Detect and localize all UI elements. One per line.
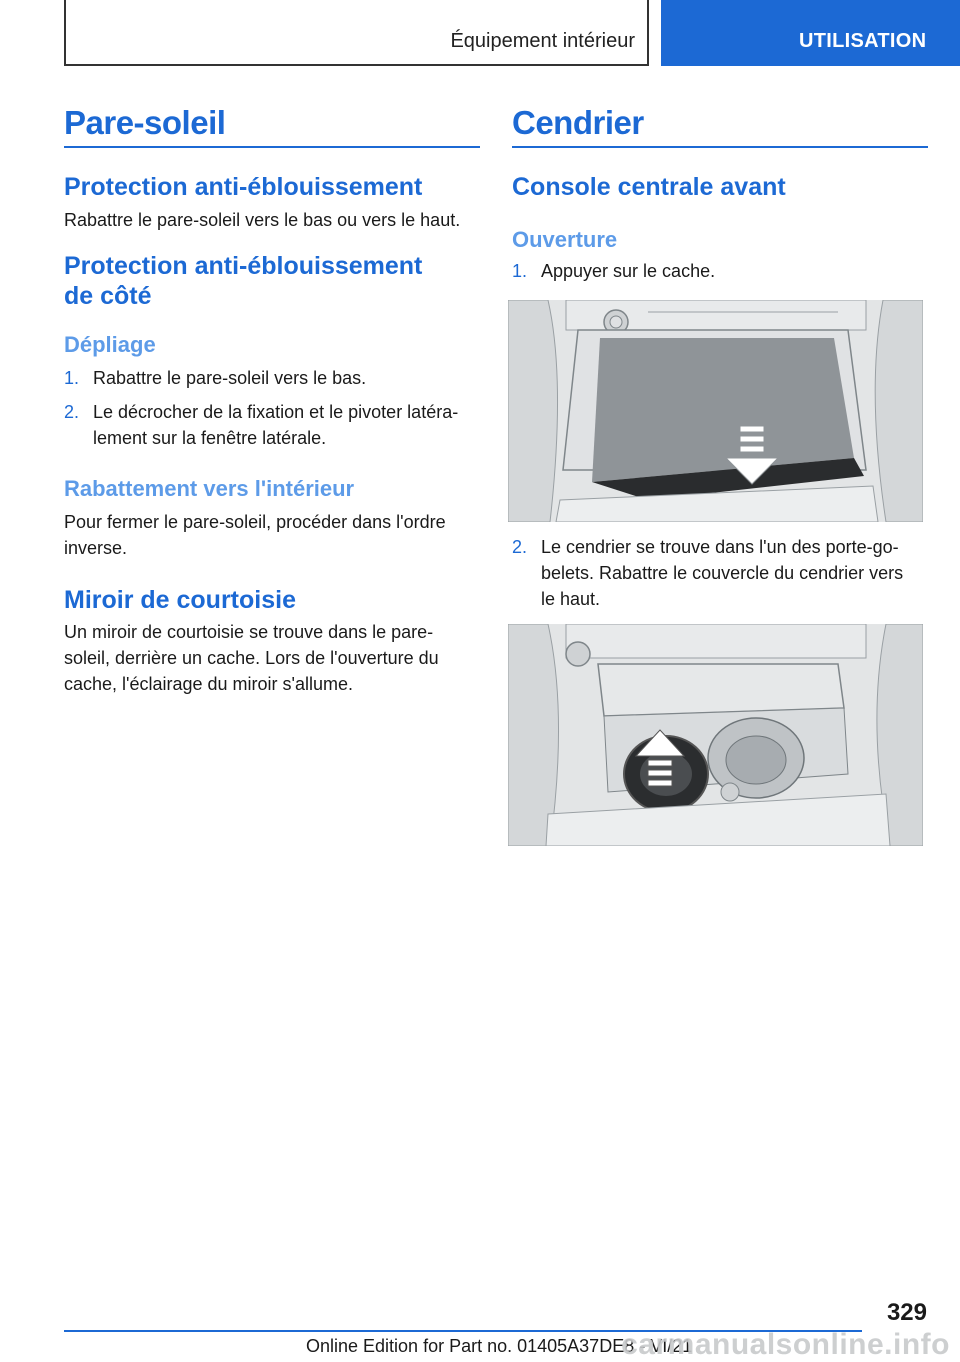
step-text-line2: lement sur la fenêtre latérale.	[93, 428, 327, 448]
watermark: carmanualsonline.info	[621, 1328, 950, 1361]
console-cover-illustration	[508, 300, 923, 522]
step-text-line1: Le décrocher de la fixation et le pivoter latéra-	[93, 402, 459, 422]
subheading-depliage: Dépliage	[64, 332, 156, 357]
heading-console-centrale: Console centrale avant	[512, 173, 786, 201]
step-number: 1.	[512, 261, 528, 281]
subheading-rabattement: Rabattement vers l'intérieur	[64, 476, 355, 501]
text-line: cache, l'éclairage du miroir s'allume.	[64, 674, 353, 694]
step-number: 2.	[64, 402, 80, 422]
heading-protection-cote-line2: de côté	[64, 282, 152, 310]
header-chapter-title: UTILISATION	[799, 30, 927, 52]
heading-protection-anti-eblouissement: Protection anti-éblouissement	[64, 173, 423, 201]
header-section-title: Équipement intérieur	[450, 30, 635, 52]
text-line: Pour fermer le pare-soleil, procéder dans l'ordre	[64, 512, 446, 532]
text-rabattre-pare-soleil: Rabattre le pare-soleil vers le bas ou vers le haut.	[64, 210, 461, 230]
text-fermer-pare-soleil	[64, 509, 480, 561]
right-column	[512, 100, 928, 846]
ouverture-step-1	[512, 258, 928, 284]
text-line: Un miroir de courtoisie se trouve dans le pare-	[64, 622, 434, 642]
heading-protection-cote-line1: Protection anti-éblouissement	[64, 252, 423, 280]
step-number: 1.	[64, 368, 80, 388]
step-number: 2.	[512, 537, 528, 557]
ouverture-step-2	[512, 534, 928, 612]
heading-miroir-courtoisie: Miroir de courtoisie	[64, 586, 296, 614]
step-text: Rabattre le pare-soleil vers le bas.	[93, 368, 367, 388]
text-line: inverse.	[64, 538, 128, 558]
figure-console-cover	[508, 300, 923, 522]
left-column	[64, 100, 480, 697]
step-text-line1: Le cendrier se trouve dans l'un des porte-go-	[541, 537, 899, 557]
footer-edition: Online Edition for Part no. 01405A37DE8 - VI/21	[306, 1336, 693, 1356]
section-title-pare-soleil: Pare-soleil	[64, 100, 480, 148]
section-title-cendrier: Cendrier	[512, 100, 928, 148]
step-text: Appuyer sur le cache.	[541, 261, 716, 281]
step-text-line2: belets. Rabattre le couvercle du cendrier vers	[541, 563, 904, 583]
list-item	[64, 399, 480, 451]
figure-ashtray-cupholder	[508, 624, 923, 846]
depliage-steps	[64, 365, 480, 451]
step-text-line3: le haut.	[541, 589, 601, 609]
header-chapter-tab	[661, 0, 960, 66]
list-item	[512, 258, 928, 284]
list-item	[64, 365, 480, 391]
subheading-ouverture: Ouverture	[512, 227, 618, 252]
text-miroir-courtoisie	[64, 619, 480, 697]
list-item	[512, 534, 928, 612]
ashtray-illustration	[508, 624, 923, 846]
page-number: 329	[886, 1299, 927, 1326]
heading-protection-cote	[64, 251, 480, 311]
header-section-box	[64, 0, 649, 66]
text-line: soleil, derrière un cache. Lors de l'ouverture du	[64, 648, 439, 668]
